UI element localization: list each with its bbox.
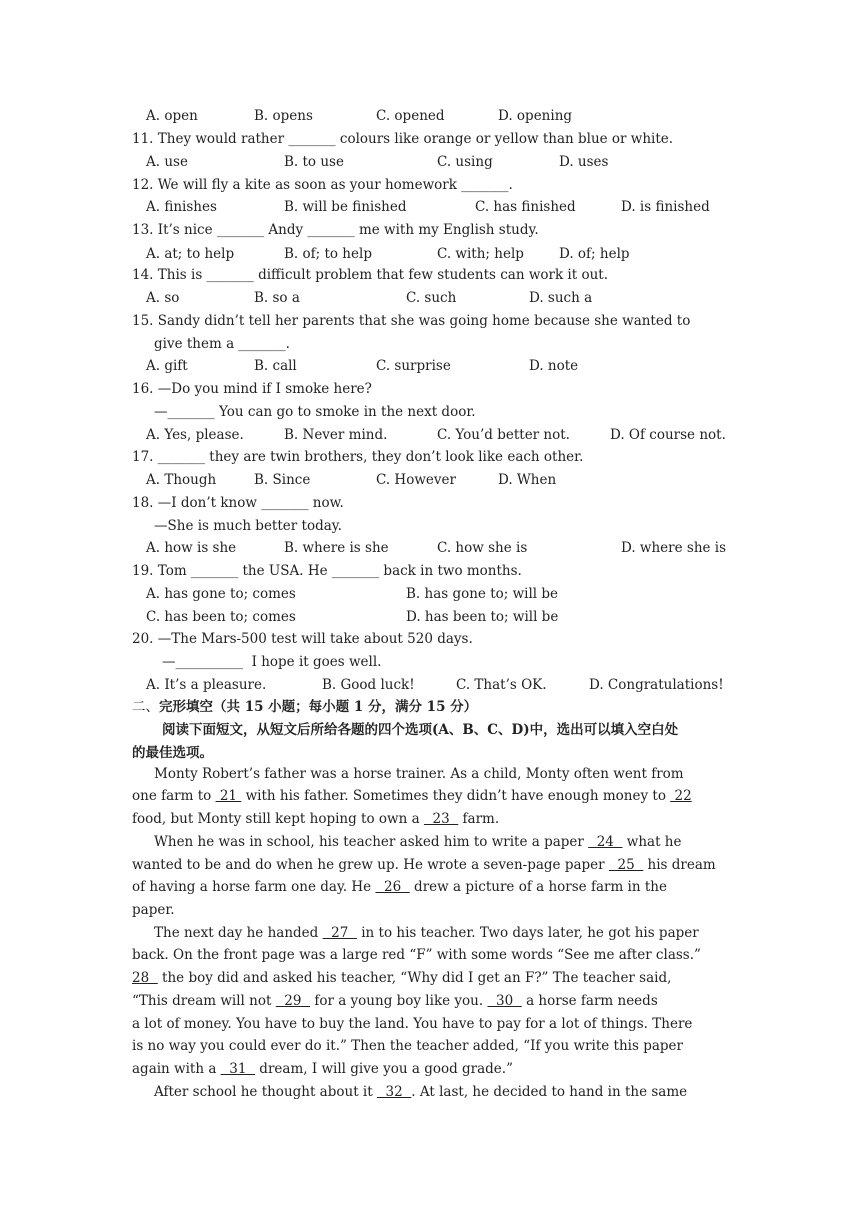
passage-line: “This dream will not 29 for a young boy like you. 30 a horse farm needs: [132, 993, 658, 1009]
option-c: C. has finished: [475, 199, 576, 215]
passage-line: After school he thought about it 32 . At last, he decided to hand in the same: [154, 1084, 688, 1100]
option-d: D. Of course not.: [610, 427, 726, 443]
option-a: A. how is she: [146, 540, 237, 556]
blank-29: 29: [275, 993, 311, 1009]
passage-line: a lot of money. You have to buy the land. You have to pay for a lot of things. There: [132, 1016, 693, 1032]
question-18-stem: 18. —I don’t know _______ now.: [132, 495, 344, 511]
option-a: A. It’s a pleasure.: [146, 677, 267, 693]
passage-line: 28 the boy did and asked his teacher, “Why did I get an F?” The teacher said,: [132, 970, 672, 986]
option-c: C. surprise: [376, 358, 451, 374]
option-a: A. finishes: [146, 199, 217, 215]
option-c: C. However: [376, 472, 456, 488]
option-d: D. of; help: [559, 246, 630, 262]
question-15-stem: 15. Sandy didn’t tell her parents that she was going home because she wanted to: [132, 313, 691, 329]
blank-31: 31: [220, 1061, 256, 1077]
blank-27: 27: [322, 925, 357, 941]
option-b: B. call: [254, 358, 297, 374]
option-b: B. opens: [254, 108, 313, 124]
section-instruction: 阅读下面短文，从短文后所给各题的四个选项(A、B、C、D)中，选出可以填入空白处: [162, 722, 679, 738]
option-d: D. such a: [529, 290, 593, 306]
blank-32: 32: [376, 1084, 412, 1100]
option-b: B. to use: [284, 154, 344, 170]
section-number: 二、: [132, 699, 159, 715]
passage-line: of having a horse farm one day. He 26 drew a picture of a horse farm in the: [132, 879, 667, 895]
option-c: C. That’s OK.: [456, 677, 547, 693]
option-a: A. use: [146, 154, 188, 170]
passage-line: back. On the front page was a large red “F” with some words “See me after class.”: [132, 947, 701, 963]
option-c: C. such: [406, 290, 457, 306]
question-20-stem-cont: —__________ I hope it goes well.: [162, 654, 382, 670]
passage-line: Monty Robert’s father was a horse trainer. As a child, Monty often went from: [154, 766, 684, 782]
section-instruction-cont: 的最佳选项。: [132, 745, 213, 761]
passage-line: again with a 31 dream, I will give you a good grade.”: [132, 1061, 513, 1077]
section-title: 完形填空（共 15 小题；每小题 1 分，满分 15 分）: [159, 699, 478, 715]
option-b: B. so a: [254, 290, 300, 306]
blank-25: 25: [608, 857, 644, 873]
option-a: A. so: [146, 290, 180, 306]
blank-26: 26: [375, 879, 410, 895]
option-c: C. opened: [376, 108, 445, 124]
passage-line: When he was in school, his teacher asked him to write a paper 24 what he: [154, 834, 682, 850]
option-d: D. where she is: [621, 540, 727, 556]
question-14-stem: 14. This is _______ difficult problem that few students can work it out.: [132, 267, 609, 283]
question-17-stem: 17. _______ they are twin brothers, they don’t look like each other.: [132, 449, 584, 465]
question-16-stem: 16. —Do you mind if I smoke here?: [132, 381, 372, 397]
option-b: B. will be finished: [284, 199, 407, 215]
section-heading: [132, 698, 477, 716]
blank-21: 21: [215, 788, 242, 804]
option-c: C. how she is: [437, 540, 528, 556]
question-18-stem-cont: —She is much better today.: [154, 518, 342, 534]
option-b: B. Never mind.: [284, 427, 388, 443]
passage-line: is no way you could ever do it.” Then the teacher added, “If you write this paper: [132, 1038, 683, 1054]
option-a: A. open: [146, 108, 198, 124]
option-b: B. has gone to; will be: [406, 586, 559, 602]
option-a: A. Though: [146, 472, 217, 488]
option-d: D. uses: [559, 154, 609, 170]
passage-line: food, but Monty still kept hoping to own a 23 farm.: [132, 811, 500, 827]
option-c: C. You’d better not.: [437, 427, 570, 443]
passage-line: wanted to be and do when he grew up. He wrote a seven-page paper 25 his dream: [132, 857, 716, 873]
option-b: B. of; to help: [284, 246, 372, 262]
passage-line: The next day he handed 27 in to his teacher. Two days later, he got his paper: [154, 925, 699, 941]
question-13-stem: 13. It’s nice _______ Andy _______ me with my English study.: [132, 222, 539, 238]
question-19-stem: 19. Tom _______ the USA. He _______ back in two months.: [132, 563, 522, 579]
option-d: D. has been to; will be: [406, 609, 559, 625]
option-b: B. Since: [254, 472, 311, 488]
option-a: A. Yes, please.: [146, 427, 244, 443]
option-c: C. using: [437, 154, 493, 170]
question-11-stem: 11. They would rather _______ colours like orange or yellow than blue or white.: [132, 131, 674, 147]
option-c: C. has been to; comes: [146, 609, 296, 625]
option-c: C. with; help: [437, 246, 524, 262]
option-a: A. at; to help: [146, 246, 235, 262]
question-20-stem: 20. —The Mars-500 test will take about 520 days.: [132, 631, 473, 647]
blank-24: 24: [588, 834, 623, 850]
blank-30: 30: [487, 993, 522, 1009]
option-d: D. When: [498, 472, 557, 488]
passage-line: one farm to 21 with his father. Sometimes they didn’t have enough money to 22: [132, 788, 692, 804]
question-15-stem-cont: give them a _______.: [154, 336, 290, 352]
passage-line: paper.: [132, 902, 175, 918]
option-d: D. is finished: [621, 199, 710, 215]
option-d: D. Congratulations!: [589, 677, 724, 693]
option-d: D. opening: [498, 108, 573, 124]
option-b: B. Good luck!: [322, 677, 415, 693]
option-d: D. note: [529, 358, 579, 374]
question-16-stem-cont: —_______ You can go to smoke in the next door.: [154, 404, 476, 420]
question-12-stem: 12. We will fly a kite as soon as your homework _______.: [132, 177, 513, 193]
option-a: A. gift: [146, 358, 188, 374]
blank-23: 23: [423, 811, 459, 827]
blank-28: 28: [132, 970, 158, 986]
option-b: B. where is she: [284, 540, 389, 556]
blank-22: 22: [670, 788, 692, 804]
option-a: A. has gone to; comes: [146, 586, 296, 602]
